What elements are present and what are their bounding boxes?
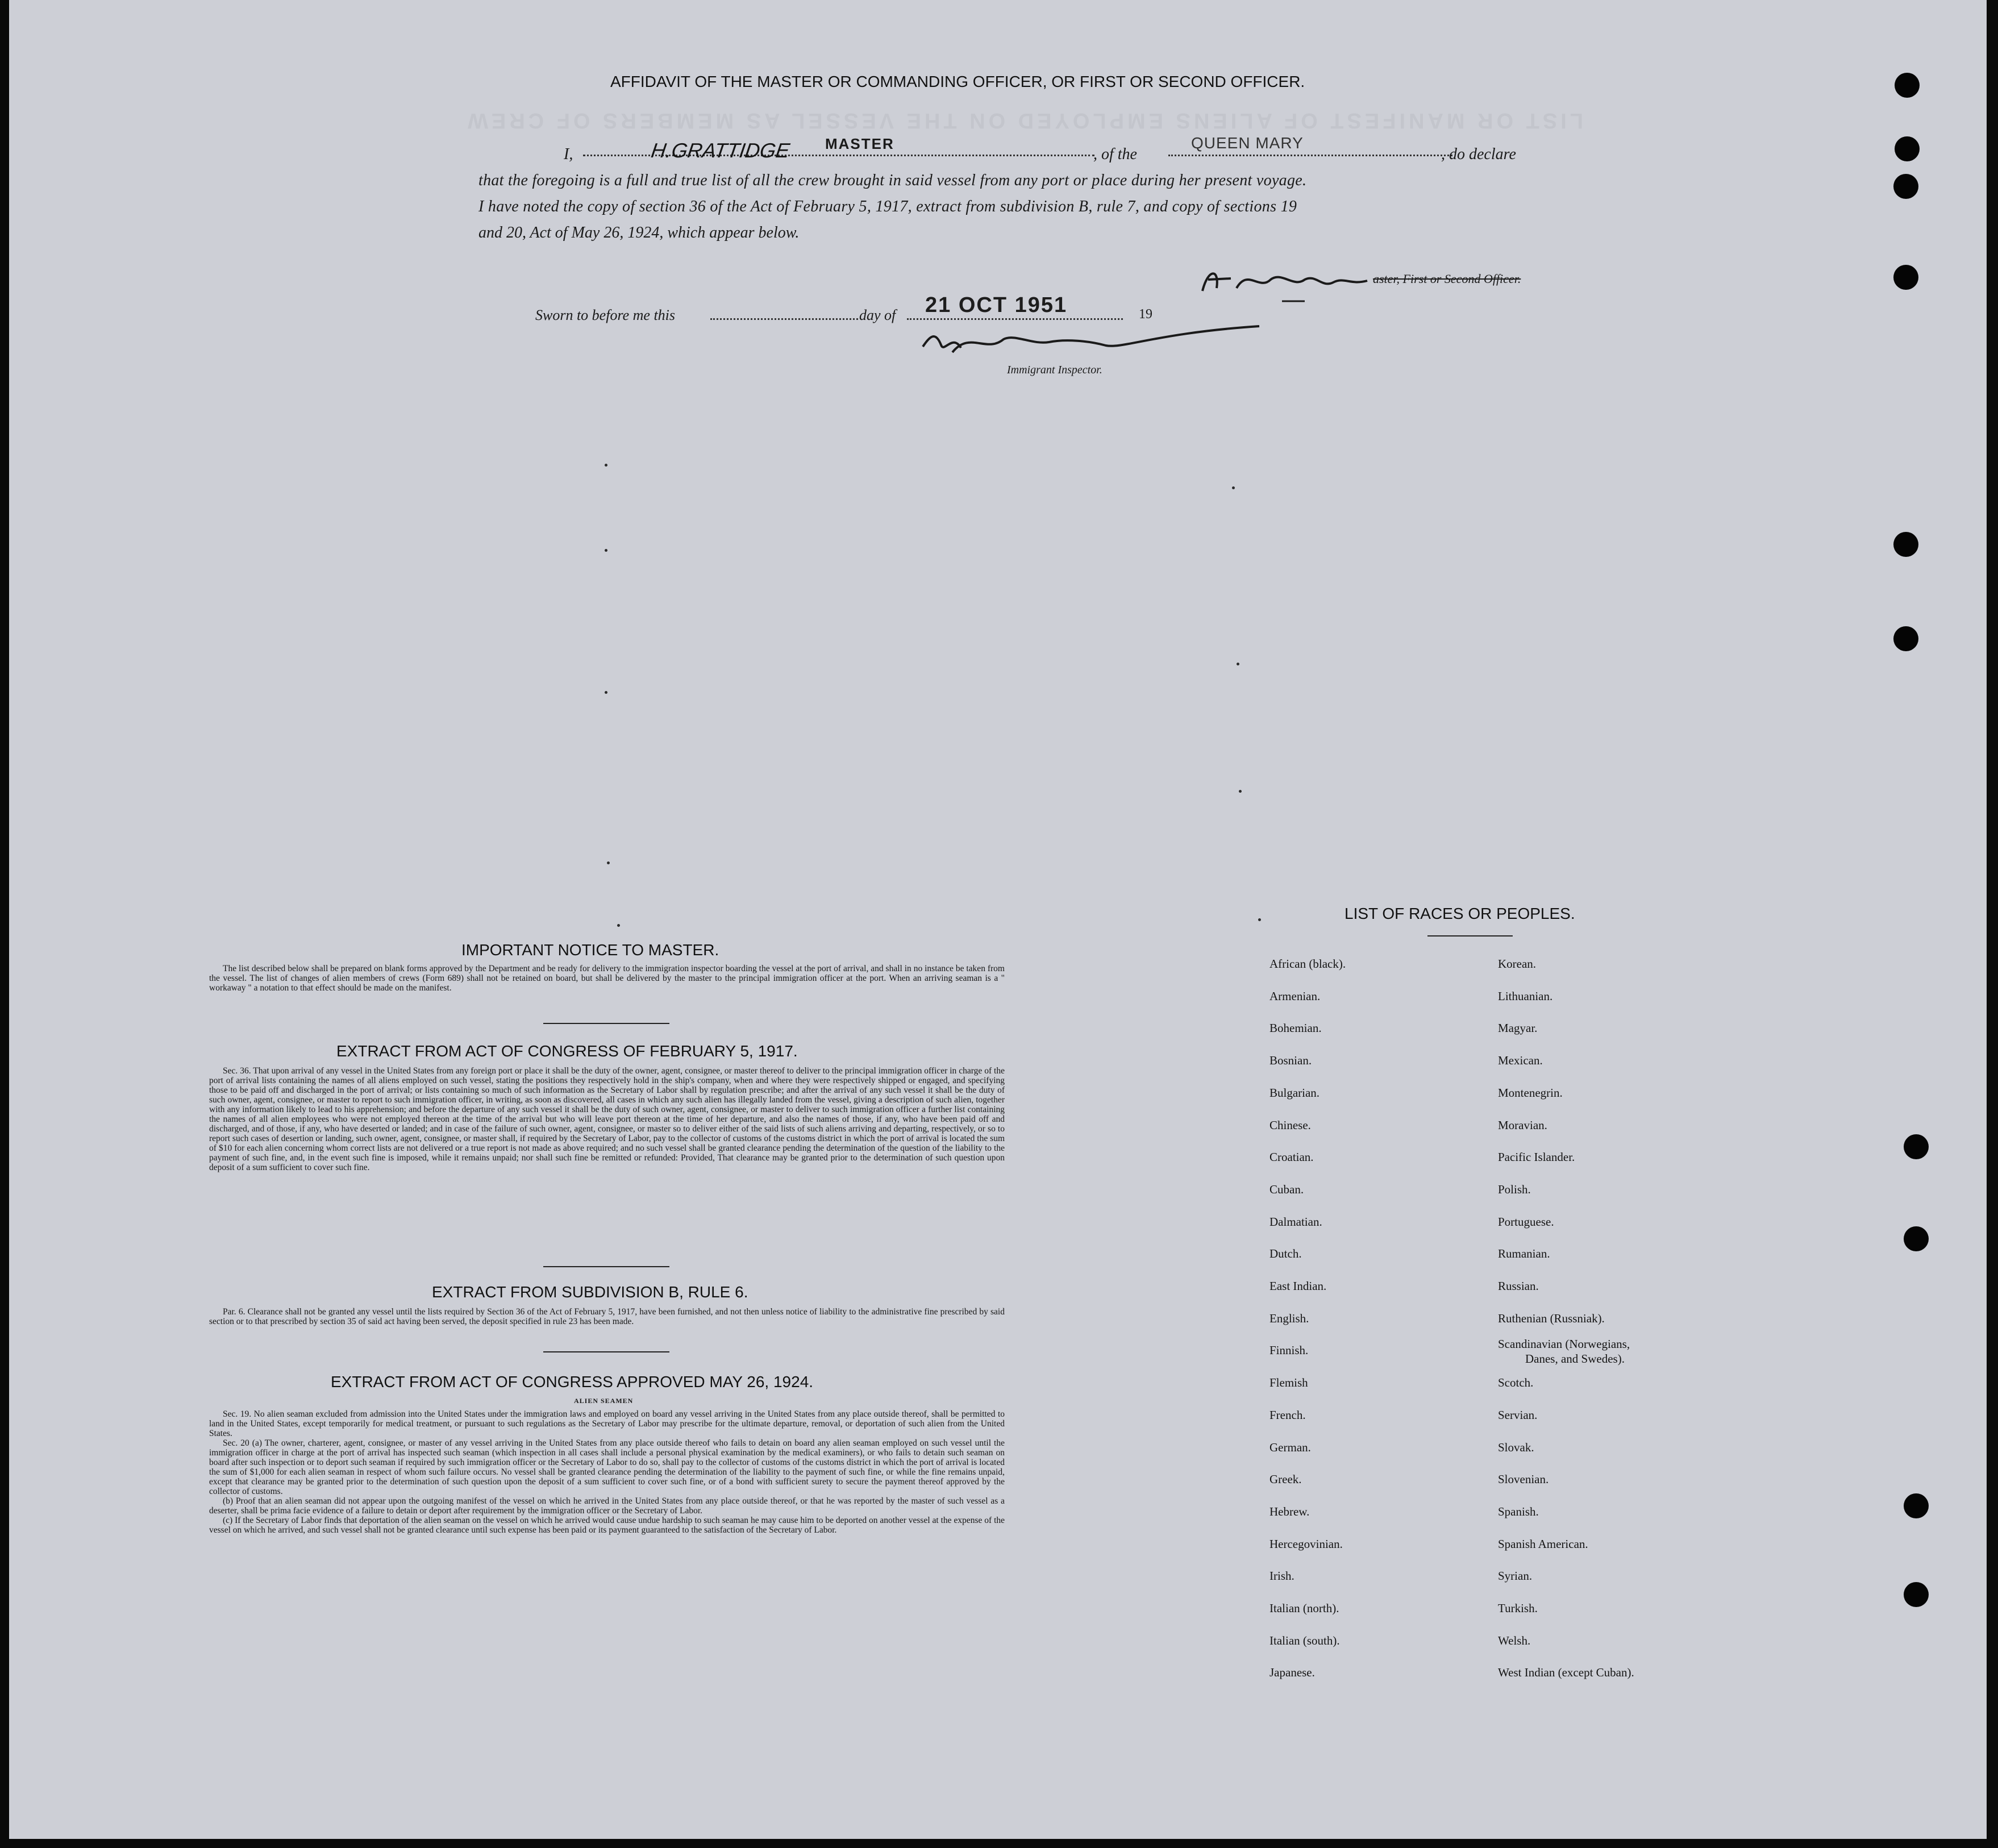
extract-1924-title: EXTRACT FROM ACT OF CONGRESS APPROVED MAY 26, 1924. [331,1373,814,1391]
subdivision-b-title: EXTRACT FROM SUBDIVISION B, RULE 6. [432,1283,748,1301]
extract-1917-title: EXTRACT FROM ACT OF CONGRESS OF FEBRUARY 5, 1917. [336,1042,798,1060]
punch-hole [1893,174,1918,199]
races-title-rule [1427,935,1513,937]
extract-1917-body [209,1066,1005,1172]
affidavit-line-4: and 20, Act of May 26, 1924, which appear below. [478,224,800,242]
affidavit-title: AFFIDAVIT OF THE MASTER OR COMMANDING OFFICER, OR FIRST OR SECOND OFFICER. [610,73,1305,90]
race-item: Polish. [1498,1182,1531,1196]
section-divider [543,1266,669,1267]
master-name-handwritten: H.GRATTIDGE [650,139,792,162]
affidavit-line-3: I have noted the copy of section 36 of the Act of February 5, 1917, extract from subdivision B, rule 7, and copy of sections 19 [478,198,1297,215]
section-divider [543,1023,669,1024]
punch-hole [1893,532,1918,557]
subdivision-b-body [209,1307,1005,1326]
race-item: Russian. [1498,1279,1539,1293]
race-item-continuation: Danes, and Swedes). [1525,1352,1625,1366]
vessel-fill-line [1168,155,1452,156]
race-item: Bosnian. [1269,1054,1312,1068]
vessel-name: QUEEN MARY [1191,134,1304,152]
sec-20c-paragraph: (c) If the Secretary of Labor finds that deportation of the alien seaman on the vessel on which he arrived would cause undue hardship to such seaman he may cause him to be deported on another vessel at the expense of the vessel on which he arrived, and such vessel shall not be granted clearance until such expense has been paid or its payment guaranteed to the satisfaction of the Secretary of Labor. [209,1516,1005,1535]
notice-paragraph: The list described below shall be prepared on blank forms approved by the Department and be ready for delivery to the immigration inspector boarding the vessel at the port of arrival, and shall in no instance be taken from the vessel. The list of changes of alien members of crews (Form 689) shall not be retained on board, but shall be delivered by the master to the principal immigration officer at the port. When an arriving seaman is a " workaway " a notation to that effect should be made on the manifest. [209,964,1005,993]
margin-dot [607,861,610,864]
race-item: Bulgarian. [1269,1085,1320,1100]
punch-hole [1893,626,1918,651]
margin-dot [1232,486,1235,489]
race-item: Italian (south). [1269,1633,1340,1647]
margin-dot [605,691,607,694]
extract-1924-body [209,1409,1005,1535]
race-item: Spanish American. [1498,1537,1588,1551]
race-item: Japanese. [1269,1666,1315,1680]
race-item: Spanish. [1498,1504,1539,1518]
race-item: Greek. [1269,1472,1302,1487]
punch-hole [1904,1493,1929,1518]
sec-19-paragraph: Sec. 19. No alien seaman excluded from admission into the United States under the immigration laws and employed on board any vessel arriving in the United States from any place outside thereof, shall be permitted to land in the United States, except temporarily for medical treatment, or pursuant to such regulations as the Secretary of Labor may prescribe for the ultimate departure, removal, or deportation of such alien from the United States. [209,1409,1005,1438]
punch-hole [1895,73,1920,98]
race-item: West Indian (except Cuban). [1498,1666,1634,1680]
bleed-through-text: LIST OR MANIFEST OF ALIENS EMPLOYED ON THE VESSEL AS MEMBERS OF CREW [464,109,1583,132]
race-item: African (black). [1269,957,1346,971]
inspector-signature [918,319,1305,371]
race-item: Finnish. [1269,1343,1309,1358]
race-item: Bohemian. [1269,1021,1322,1035]
race-item: Dalmatian. [1269,1214,1322,1229]
sec-20a-paragraph: Sec. 20 (a) The owner, charterer, agent, consignee, or master of any vessel arriving in the United States from any place outside thereof who fails to detain on board any alien seaman employed on such vessel until the immigration officer in charge at the port of arrival has inspected such seaman (which inspection in all cases shall include a personal physical examination by the medical examiners), or who fails to detain such seaman on board after such inspection or to deport such seaman if required by such immigration officer or the Secretary of Labor to do so, shall pay to the collector of customs of the customs district in which the port of arrival is located the sum of $1,000 for each alien seaman in respect of whom such failure occurs. No vessel shall be granted clearance pending the determination of the liability to the payment of such fine, or while the fine remains unpaid, except that clearance may be granted prior to the determination of such question upon the deposit of a sum sufficient to cover such fine, or of a bond with sufficient surety to secure the payment thereof approved by the collector of customs. [209,1438,1005,1496]
officer-title-suffix: aster, First or Second Officer. [1373,272,1521,286]
margin-dot [1237,663,1239,665]
races-title: LIST OF RACES OR PEOPLES. [1345,905,1575,922]
margin-dot [1239,790,1242,793]
punch-hole [1893,265,1918,290]
sworn-prefix: Sworn to before me this [535,307,676,323]
race-item: Pacific Islander. [1498,1150,1575,1164]
notice-body [209,964,1005,993]
race-item: Flemish [1269,1376,1308,1390]
race-item: Hebrew. [1269,1504,1310,1518]
race-item: Dutch. [1269,1247,1302,1261]
declare-label: , do declare [1441,145,1516,163]
sworn-day-label: day of [859,307,896,323]
declarant-prefix: I, [564,145,573,163]
sec-20b-paragraph: (b) Proof that an alien seaman did not appear upon the outgoing manifest of the vessel on which he arrived in the United States from any place outside thereof, or that he was reported by the master of such vessel as a deserter, shall be prima facie evidence of a failure to detain or deport after requirement by the immigration officer or the Secretary of Labor. [209,1496,1005,1516]
race-item: East Indian. [1269,1279,1327,1293]
race-item: French. [1269,1408,1306,1422]
sworn-day-fill-line [710,318,858,320]
document-sheet [9,0,1987,1839]
section-36-paragraph: Sec. 36. That upon arrival of any vessel in the United States from any foreign port or place it shall be the duty of the owner, agent, consignee, or master thereof to deliver to the principal immigration officer in charge of the port of arrival lists containing the names of all aliens employed on such vessel, stating the positions they respectively hold in the ship's company, when and where they were respectively shipped or engaged, and specifying those to be paid off and discharged in the port of arrival; or lists containing so much of such information as the Secretary of Labor shall by regulation prescribe; and after the arrival of any such vessel it shall be the duty of such owner, agent, consignee, or master to report to such immigration officer, in writing, as soon as discovered, all cases in which any such alien has illegally landed from the vessel, giving a description of such alien, together with any information likely to lead to his apprehension; and before the departure of any such vessel it shall be the duty of such owner, agent, consignee, or master to deliver to such immigration officer a further list containing the names of all alien employees who were not employed thereon at the time of the arrival but who will leave port thereon at the time of her departure, and also the names of those, if any, who have been paid off and discharged, and of those, if any, who have deserted or landed; and in case of the failure of such owner, agent, consignee, or master so to deliver either of the said lists of such aliens arriving and departing, respectively, or so to report such cases of desertion or landing, such owner, agent, consignee, or master shall, if required by the Secretary of Labor, pay to the collector of customs of the customs district in which the port of arrival is located the sum of $10 for each alien concerning whom correct lists are not delivered or a true report is not made as above required; and no such vessel shall be granted clearance pending the determination of the question of the liability to the payment of such fine, and, in the event such fine is imposed, while it remains unpaid; nor shall such fine be remitted or refunded: Provided, That clearance may be granted prior to the determination of such question upon deposit of a sum sufficient to cover such fine. [209,1066,1005,1172]
race-item: Syrian. [1498,1569,1533,1583]
margin-dot [617,924,620,927]
race-item: Scotch. [1498,1376,1534,1390]
punch-hole [1904,1134,1929,1159]
race-item [1498,1334,1634,1367]
race-item: Hercegovinian. [1269,1537,1343,1551]
race-item: Mexican. [1498,1054,1543,1068]
of-the-label: , of the [1093,145,1137,163]
punch-hole [1904,1582,1929,1607]
punch-hole [1895,136,1920,161]
race-item: Slovak. [1498,1440,1534,1454]
inspector-label: Immigrant Inspector. [1007,364,1102,376]
race-item: Servian. [1498,1408,1538,1422]
race-item: Montenegrin. [1498,1085,1563,1100]
race-item: Italian (north). [1269,1601,1339,1616]
race-item: Welsh. [1498,1633,1531,1647]
race-item: Cuban. [1269,1182,1304,1196]
race-item: Portuguese. [1498,1214,1554,1229]
alien-seamen-subtitle: ALIEN SEAMEN [574,1397,634,1405]
race-item: Chinese. [1269,1118,1311,1132]
punch-hole [1904,1226,1929,1251]
race-item: German. [1269,1440,1311,1454]
race-item: Slovenian. [1498,1472,1549,1487]
notice-title: IMPORTANT NOTICE TO MASTER. [461,941,719,959]
races-left-column [1269,948,1346,1689]
affidavit-line-2: that the foregoing is a full and true list of all the crew brought in said vessel from any port or place during her present voyage. [478,172,1307,189]
master-signature [1197,263,1401,302]
race-item: Magyar. [1498,1021,1538,1035]
sworn-date-stamp: 21 OCT 1951 [925,293,1068,317]
race-item: Rumanian. [1498,1247,1550,1261]
race-item: Korean. [1498,957,1537,971]
race-item: Moravian. [1498,1118,1547,1132]
race-item: Irish. [1269,1569,1294,1583]
master-role-stamp: MASTER [825,135,894,152]
race-item: Croatian. [1269,1150,1314,1164]
race-item: Ruthenian (Russniak). [1498,1311,1605,1325]
race-item: English. [1269,1311,1309,1325]
sworn-year-label: 19 [1139,307,1152,322]
race-item: Turkish. [1498,1601,1538,1616]
margin-dot [1258,918,1261,921]
margin-dot [605,549,607,552]
race-item: Armenian. [1269,989,1321,1003]
race-item-line: Scandinavian (Norwegians, [1498,1337,1630,1351]
races-right-column [1498,948,1634,1689]
par-6-paragraph: Par. 6. Clearance shall not be granted any vessel until the lists required by Section 36 of the Act of February 5, 1917, have been furnished, and not then unless notice of liability to the administrative fine prescribed by said section or to that prescribed by section 35 of said act having been served, the deposit specified in rule 23 has been made. [209,1307,1005,1326]
margin-dot [605,464,607,467]
race-item: Lithuanian. [1498,989,1553,1003]
section-divider [543,1351,669,1352]
